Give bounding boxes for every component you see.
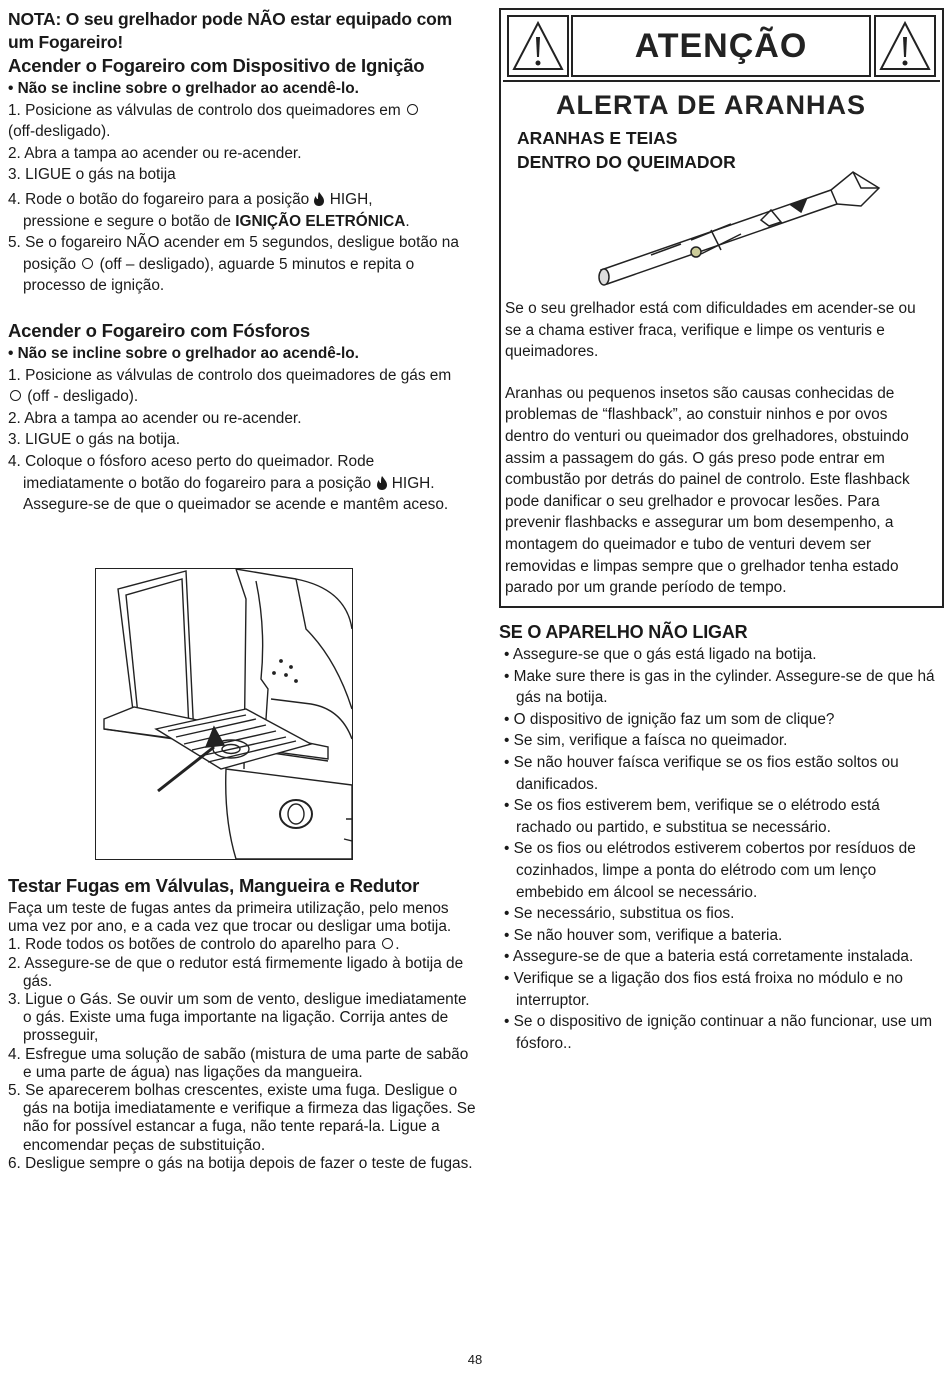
bullet-icon: • [504, 840, 514, 858]
note-heading: NOTA: O seu grelhador pode NÃO estar equipado com um Fogareiro! [8, 9, 452, 52]
leak-test-step-4: 4. Esfregue uma solução de sabão (mistura de uma parte de sabão e uma parte de água) nas ligações da mangueira. [8, 1045, 469, 1081]
off-circle-icon [407, 104, 418, 115]
troubleshoot-item: • Se sim, verifique a faísca no queimador. [504, 732, 788, 750]
warning-triangle-icon [874, 15, 936, 77]
troubleshoot-title: SE O APARELHO NÃO LIGAR [499, 622, 748, 642]
troubleshoot-item: • Se necessário, substitua os fios. [504, 905, 735, 923]
bullet-icon: • [504, 797, 514, 815]
bullet-icon: • [504, 926, 514, 944]
leak-test-title: Testar Fugas em Válvulas, Mangueira e Redutor [8, 875, 420, 896]
troubleshoot-item: • Se não houver som, verifique a bateria. [504, 926, 783, 944]
bullet-icon: • [504, 710, 514, 728]
matches-step-3: 3. LIGUE o gás na botija. [8, 431, 180, 449]
leak-test-step-3: 3. Ligue o Gás. Se ouvir um som de vento, desligue imediatamente o gás. Existe uma fuga importante na ligação. Corrija antes de prosseguir, [8, 991, 467, 1045]
ignition-step-1: 1. Posicione as válvulas de controlo dos queimadores em (off-desligado). [8, 100, 478, 143]
troubleshoot-list [499, 644, 939, 1054]
ignition-step-2: 2. Abra a tampa ao acender ou re-acender. [8, 144, 302, 162]
leak-test-step-5: 5. Se aparecerem bolhas crescentes, existe uma fuga. Desligue o gás na botija imediatamente e verifique a firmeza das ligações. Se não for possível estancar a fuga, não tente repará-la. Ligue a encomendar peças de substituição. [8, 1082, 476, 1154]
ignition-warning: • Não se incline sobre o grelhador ao acendê-lo. [8, 80, 359, 97]
off-circle-icon [10, 390, 21, 401]
bullet-icon: • [504, 1013, 514, 1031]
spider-warning-box [499, 8, 944, 608]
warning-paragraph-2: Aranhas ou pequenos insetos são causas conhecidas de problemas de “flashback”, ao constuir ninhos e por ovos dentro do venturi ou queimador dos grelhadores, obstuindo assim a passagem do gás. O gás preso pode entrar em combustão por detrás do painel de controlo. Este flashback pode danificar o seu grelhador e provocar lesões. Para prevenir flashbacks e assegurar um bom desempenho, a montagem do queimador e tubo de venturi devem ser removidas e limpas sempre que o grelhador tenha estado parado por um grande período de tempo. [505, 384, 910, 597]
bullet-icon: • [504, 969, 514, 987]
troubleshoot-section [499, 620, 939, 1054]
troubleshoot-item: • Se o dispositivo de ignição continuar a não funcionar, use um fósforo.. [504, 1013, 933, 1052]
troubleshoot-item: • Make sure there is gas in the cylinder. Assegure-se de que há gás na botija. [504, 667, 935, 707]
leak-test-step-6: 6. Desligue sempre o gás na botija depois de fazer o teste de fugas. [8, 1154, 473, 1172]
troubleshoot-item: • Verifique se a ligação dos fios está froixa no módulo e no interruptor. [504, 969, 903, 1009]
leak-test-step-2: 2. Assegure-se de que o redutor está firmemente ligado à botija de gás. [8, 954, 464, 990]
matches-step-2: 2. Abra a tampa ao acender ou re-acender. [8, 409, 302, 427]
page-number: 48 [467, 1352, 483, 1367]
flame-icon [313, 192, 325, 206]
left-column [8, 8, 478, 516]
matches-step-4: 4. Coloque o fósforo aceso perto do queimador. Rode imediatamente o botão do fogareiro para a posição HIGH. Assegure-se de que o queimador se acende e mantêm aceso. [8, 452, 449, 514]
ignition-step-3: 3. LIGUE o gás na botija [8, 166, 176, 184]
troubleshoot-item: • Se não houver faísca verifique se os fios estão soltos ou danificados. [504, 753, 899, 793]
off-circle-icon [82, 258, 93, 269]
bullet-icon: • [504, 732, 514, 750]
warning-title: ATENÇÃO [571, 15, 871, 77]
bullet-icon: • [504, 905, 514, 923]
matches-warning: • Não se incline sobre o grelhador ao acendê-lo. [8, 344, 359, 362]
venturi-tube-illustration [591, 160, 891, 290]
leak-test-intro: Faça um teste de fugas antes da primeira utilização, pelo menos uma vez por ano, e a cada vez que trocar ou desligar uma botija. [8, 900, 452, 936]
leak-test-section [8, 874, 478, 1173]
leak-test-step-1: 1. Rode todos os botões de controlo do aparelho para . [8, 936, 400, 954]
spider-label: ARANHAS E TEIAS DENTRO DO QUEIMADOR [517, 128, 736, 172]
matches-section-title: Acender o Fogareiro com Fósforos [8, 319, 310, 341]
troubleshoot-item: • O dispositivo de ignição faz um som de clique? [504, 710, 835, 728]
troubleshoot-item: • Se os fios ou elétrodos estiverem cobertos por resíduos de cozinhados, limpe a ponta do elétrodo com um lenço embebido em álcool se necessário. [504, 840, 916, 901]
bullet-icon: • [504, 753, 514, 771]
spider-alert-subtitle: ALERTA DE ARANHAS [556, 90, 866, 120]
ignition-step-4: 4. Rode o botão do fogareiro para a posição HIGH, pressione e segure o botão de IGNIÇÃO ELETRÓNICA. [8, 190, 410, 230]
troubleshoot-item: • Se os fios estiverem bem, verifique se o elétrodo está rachado ou partido, e substitua se necessário. [504, 797, 880, 836]
warning-paragraph-1: Se o seu grelhador está com dificuldades em acender-se ou se a chama estiver fraca, verifique e limpe os venturis e queimadores. [505, 300, 916, 361]
ignition-section-title: Acender o Fogareiro com Dispositivo de Ignição [8, 55, 425, 76]
matches-step-1: 1. Posicione as válvulas de controlo dos queimadores de gás em (off - desligado). [8, 366, 452, 406]
warning-body [505, 298, 935, 599]
warning-triangle-icon [507, 15, 569, 77]
bullet-icon: • [504, 667, 514, 685]
grill-drawing [96, 569, 352, 859]
ignition-step-5: 5. Se o fogareiro NÃO acender em 5 segundos, desligue botão na posição (off – desligado), aguarde 5 minutos e repita o processo de ignição. [8, 234, 459, 295]
flame-icon [376, 476, 388, 490]
bullet-icon: • [504, 948, 513, 966]
bullet-icon: • [504, 646, 513, 663]
off-circle-icon [382, 938, 393, 949]
side-burner-illustration [95, 568, 353, 860]
troubleshoot-item: • Assegure-se que o gás está ligado na botija. [504, 646, 817, 663]
warning-header [503, 12, 940, 82]
troubleshoot-item: • Assegure-se de que a bateria está corretamente instalada. [504, 948, 914, 966]
